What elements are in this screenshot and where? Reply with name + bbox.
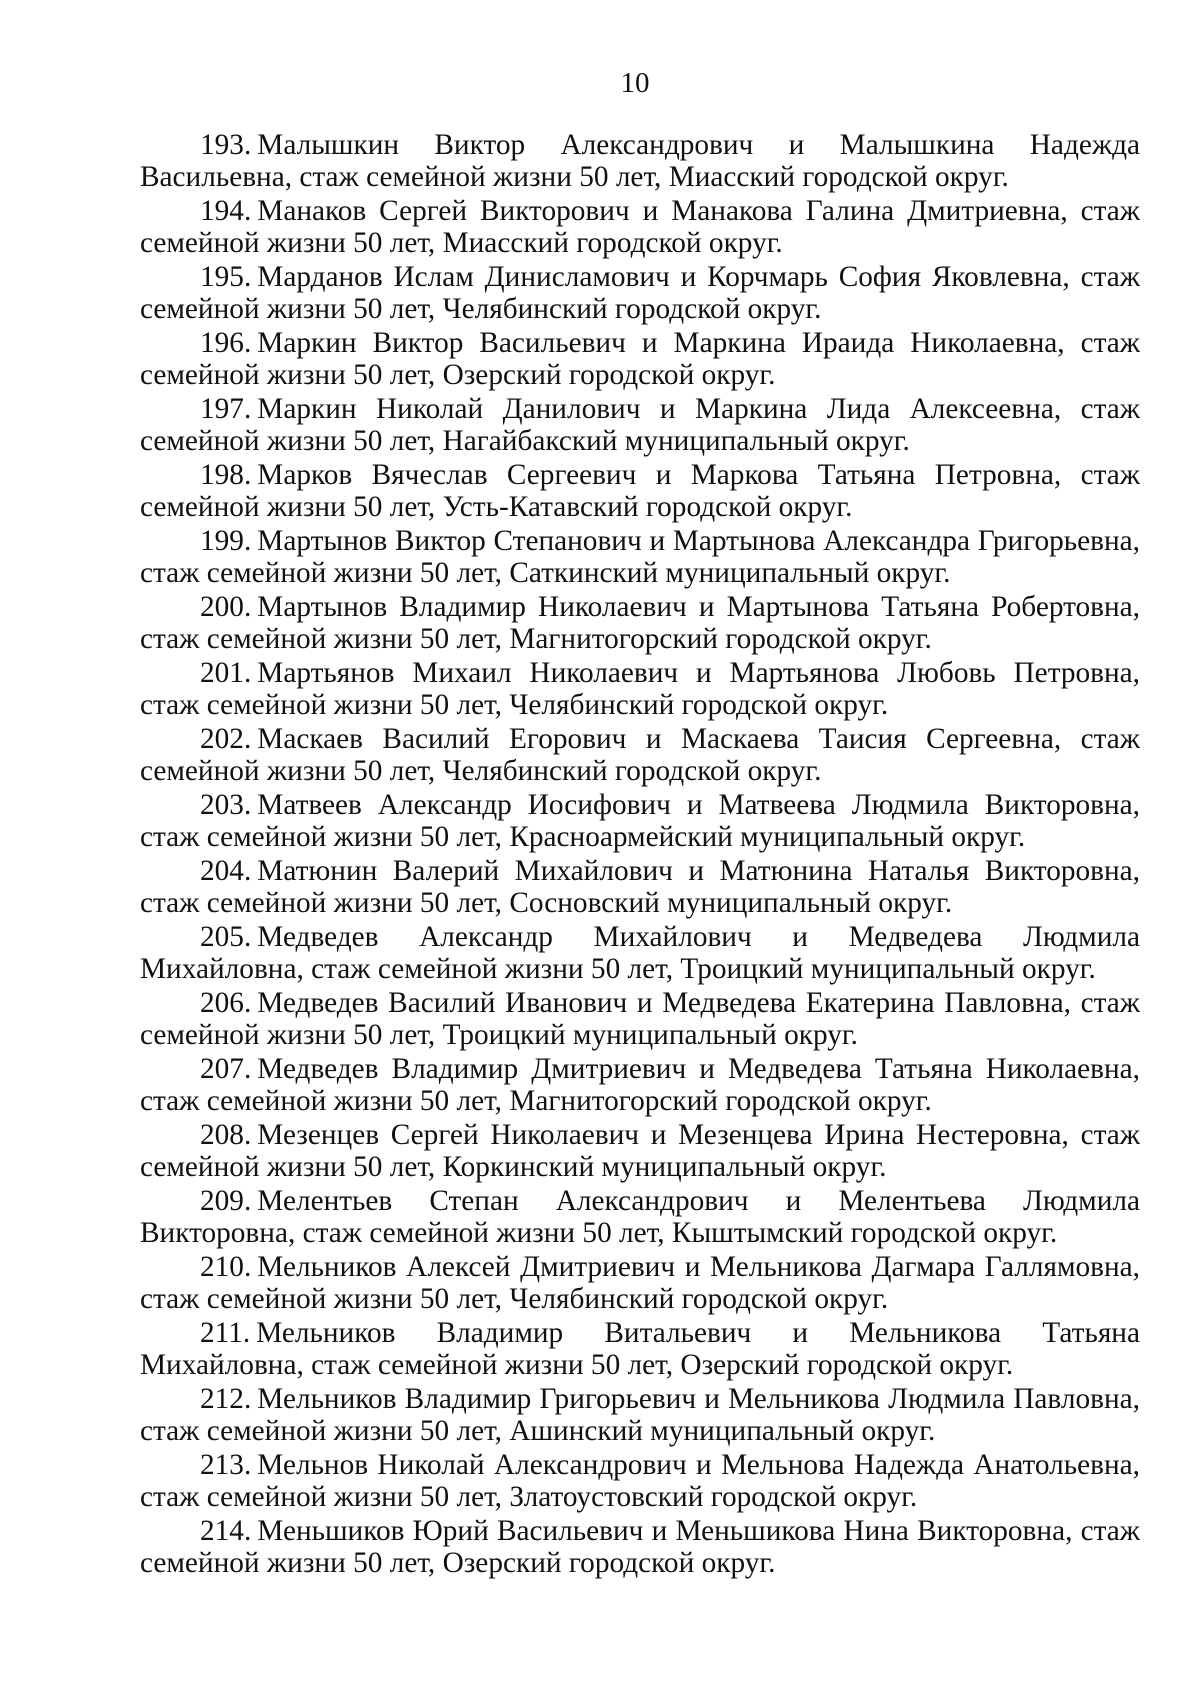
entry-number: 203. bbox=[200, 789, 252, 821]
list-item bbox=[140, 1516, 1140, 1579]
list-item bbox=[140, 1252, 1140, 1315]
entry-text: Мельников Владимир Григорьевич и Мельникова Людмила Павловна, стаж семейной жизни 50 лет, Ашинский муниципальный округ. bbox=[140, 1383, 1140, 1447]
list-item bbox=[140, 988, 1140, 1051]
list-item bbox=[140, 196, 1140, 259]
entry-text: Манаков Сергей Викторович и Манакова Галина Дмитриевна, стаж семейной жизни 50 лет, Миасский городской округ. bbox=[140, 195, 1140, 259]
entry-text: Мельнов Николай Александрович и Мельнова Надежда Анатольевна, стаж семейной жизни 50 лет, Златоустовский городской округ. bbox=[140, 1449, 1140, 1513]
entry-text: Мельников Алексей Дмитриевич и Мельникова Дагмара Галлямовна, стаж семейной жизни 50 лет, Челябинский городской округ. bbox=[140, 1251, 1140, 1315]
list-item bbox=[140, 328, 1140, 391]
entry-text: Мартьянов Михаил Николаевич и Мартьянова Любовь Петровна, стаж семейной жизни 50 лет, Челябинский городской округ. bbox=[140, 657, 1140, 721]
entry-number: 210. bbox=[200, 1251, 252, 1283]
list-item bbox=[140, 1450, 1140, 1513]
list-item bbox=[140, 460, 1140, 523]
list-item bbox=[140, 724, 1140, 787]
entry-text: Мезенцев Сергей Николаевич и Мезенцева Ирина Нестеровна, стаж семейной жизни 50 лет, Коркинский муниципальный округ. bbox=[140, 1119, 1140, 1183]
entry-number: 212. bbox=[200, 1383, 252, 1415]
list-item bbox=[140, 1318, 1140, 1381]
list-item bbox=[140, 394, 1140, 457]
entry-number: 207. bbox=[200, 1053, 252, 1085]
entry-number: 195. bbox=[200, 261, 252, 293]
entry-list bbox=[140, 130, 1140, 1582]
entry-number: 196. bbox=[200, 327, 252, 359]
entry-number: 205. bbox=[200, 921, 252, 953]
entry-text: Маркин Николай Данилович и Маркина Лида Алексеевна, стаж семейной жизни 50 лет, Нагайбакский муниципальный округ. bbox=[140, 393, 1140, 457]
entry-number: 194. bbox=[200, 195, 252, 227]
entry-number: 198. bbox=[200, 459, 252, 491]
entry-number: 193. bbox=[200, 129, 252, 161]
entry-text: Матвеев Александр Иосифович и Матвеева Людмила Викторовна, стаж семейной жизни 50 лет, Красноармейский муниципальный округ. bbox=[140, 789, 1140, 853]
entry-text: Меньшиков Юрий Васильевич и Меньшикова Нина Викторовна, стаж семейной жизни 50 лет, Озерский городской округ. bbox=[140, 1515, 1140, 1579]
entry-number: 208. bbox=[200, 1119, 252, 1151]
entry-text: Маркин Виктор Васильевич и Маркина Ираида Николаевна, стаж семейной жизни 50 лет, Озерский городской округ. bbox=[140, 327, 1140, 391]
entry-text: Медведев Василий Иванович и Медведева Екатерина Павловна, стаж семейной жизни 50 лет, Троицкий муниципальный округ. bbox=[140, 987, 1140, 1051]
entry-number: 200. bbox=[200, 591, 252, 623]
entry-number: 197. bbox=[200, 393, 252, 425]
entry-text: Марданов Ислам Динисламович и Корчмарь София Яковлевна, стаж семейной жизни 50 лет, Челябинский городской округ. bbox=[140, 261, 1140, 325]
list-item bbox=[140, 856, 1140, 919]
entry-number: 206. bbox=[200, 987, 252, 1019]
entry-number: 204. bbox=[200, 855, 252, 887]
list-item bbox=[140, 262, 1140, 325]
entry-text: Матюнин Валерий Михайлович и Матюнина Наталья Викторовна, стаж семейной жизни 50 лет, Сосновский муниципальный округ. bbox=[140, 855, 1140, 919]
entry-text: Мельников Владимир Витальевич и Мельникова Татьяна Михайловна, стаж семейной жизни 50 лет, Озерский городской округ. bbox=[140, 1317, 1140, 1381]
entry-text: Малышкин Виктор Александрович и Малышкина Надежда Васильевна, стаж семейной жизни 50 лет, Миасский городской округ. bbox=[140, 129, 1140, 193]
entry-number: 214. bbox=[200, 1515, 252, 1547]
list-item bbox=[140, 790, 1140, 853]
entry-number: 209. bbox=[200, 1185, 252, 1217]
list-item bbox=[140, 658, 1140, 721]
entry-text: Медведев Владимир Дмитриевич и Медведева Татьяна Николаевна, стаж семейной жизни 50 лет, Магнитогорский городской округ. bbox=[140, 1053, 1140, 1117]
list-item bbox=[140, 592, 1140, 655]
entry-number: 202. bbox=[200, 723, 252, 755]
list-item bbox=[140, 526, 1140, 589]
entry-text: Марков Вячеслав Сергеевич и Маркова Татьяна Петровна, стаж семейной жизни 50 лет, Усть-Катавский городской округ. bbox=[140, 459, 1140, 523]
entry-number: 199. bbox=[200, 525, 252, 557]
entry-text: Мартынов Владимир Николаевич и Мартынова Татьяна Робертовна, стаж семейной жизни 50 лет, Магнитогорский городской округ. bbox=[140, 591, 1140, 655]
entry-text: Маскаев Василий Егорович и Маскаева Таисия Сергеевна, стаж семейной жизни 50 лет, Челябинский городской округ. bbox=[140, 723, 1140, 787]
page-number: 10 bbox=[620, 67, 650, 99]
list-item bbox=[140, 1054, 1140, 1117]
entry-text: Мелентьев Степан Александрович и Мелентьева Людмила Викторовна, стаж семейной жизни 50 лет, Кыштымский городской округ. bbox=[140, 1185, 1140, 1249]
entry-number: 201. bbox=[200, 657, 252, 689]
entry-number: 211. bbox=[200, 1317, 251, 1349]
list-item bbox=[140, 922, 1140, 985]
entry-text: Медведев Александр Михайлович и Медведева Людмила Михайловна, стаж семейной жизни 50 лет, Троицкий муниципальный округ. bbox=[140, 921, 1140, 985]
list-item bbox=[140, 1186, 1140, 1249]
entry-number: 213. bbox=[200, 1449, 252, 1481]
list-item bbox=[140, 130, 1140, 193]
list-item bbox=[140, 1120, 1140, 1183]
list-item bbox=[140, 1384, 1140, 1447]
entry-text: Мартынов Виктор Степанович и Мартынова Александра Григорьевна, стаж семейной жизни 50 лет, Саткинский муниципальный округ. bbox=[140, 525, 1140, 589]
